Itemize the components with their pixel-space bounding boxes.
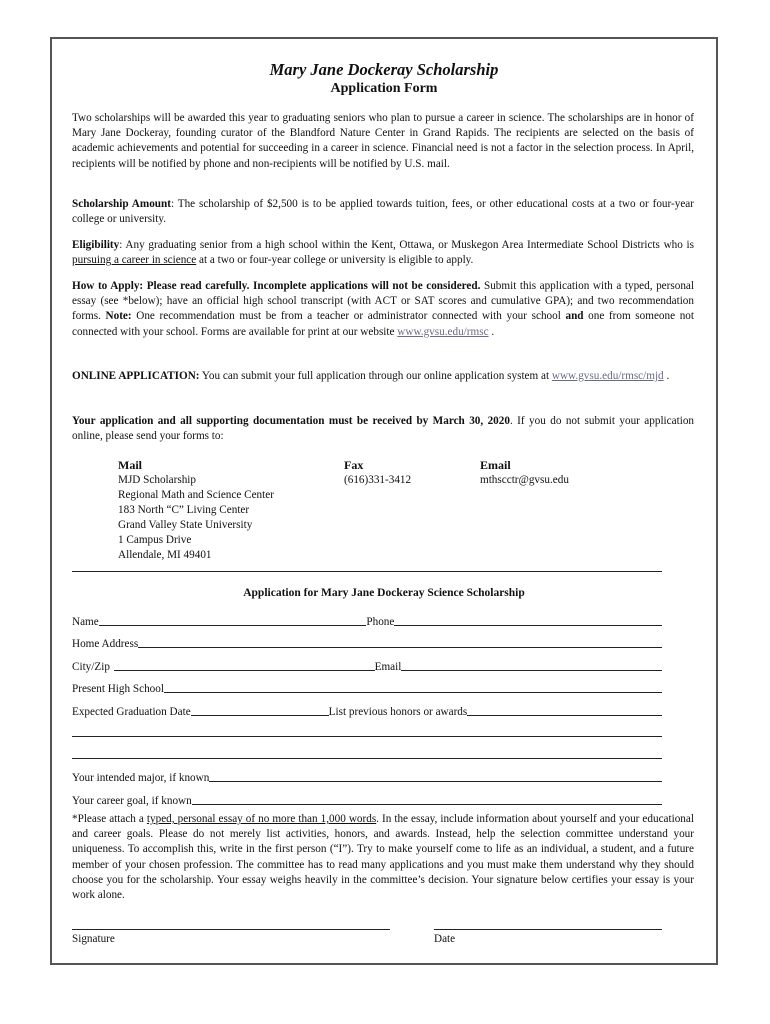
signature-field[interactable] bbox=[72, 929, 390, 930]
amount-text: : The scholarship of $2,500 is to be applied towards tuition, fees, or other educational costs at a two or four-year college or university. bbox=[72, 198, 694, 226]
honors-extra-line[interactable] bbox=[72, 758, 662, 759]
amount-paragraph bbox=[72, 197, 694, 227]
city-zip-label: City/Zip bbox=[72, 661, 110, 673]
mail-line: Regional Math and Science Center bbox=[118, 489, 274, 501]
name-field[interactable] bbox=[99, 613, 367, 626]
eligibility-text: : Any graduating senior from a high school within the Kent, Ottawa, or Muskegon Area Intermediate School Districts who is bbox=[119, 239, 694, 251]
phone-label: Phone bbox=[366, 616, 395, 628]
honors-field[interactable] bbox=[467, 703, 662, 716]
major-label: Your intended major, if known bbox=[72, 772, 210, 784]
essay-underlined: typed, personal essay of no more than 1,000 words bbox=[146, 813, 377, 825]
email-address: mthscctr@gvsu.edu bbox=[480, 474, 569, 486]
name-label: Name bbox=[72, 616, 99, 628]
high-school-field[interactable] bbox=[164, 680, 662, 693]
online-text: You can submit your full application through our online application system at bbox=[199, 370, 552, 382]
form-subtitle: Application Form bbox=[330, 81, 438, 96]
deadline-paragraph bbox=[72, 414, 694, 444]
city-zip-field[interactable] bbox=[114, 658, 375, 671]
signature-label: Signature bbox=[72, 933, 115, 945]
date-field[interactable] bbox=[434, 929, 662, 930]
grad-date-label: Expected Graduation Date bbox=[72, 706, 191, 718]
career-field[interactable] bbox=[192, 792, 662, 805]
online-text-after: . bbox=[663, 370, 670, 382]
website-link[interactable]: www.gvsu.edu/rmsc bbox=[397, 325, 489, 338]
honors-extra-line[interactable] bbox=[72, 736, 662, 737]
name-phone-row bbox=[72, 612, 662, 628]
amount-label: Scholarship Amount bbox=[72, 198, 171, 210]
eligibility-paragraph bbox=[72, 238, 694, 268]
career-label: Your career goal, if known bbox=[72, 795, 192, 807]
form-section-title: Application for Mary Jane Dockeray Science Scholarship bbox=[243, 587, 525, 599]
essay-paragraph bbox=[72, 812, 694, 903]
major-row bbox=[72, 768, 662, 784]
online-paragraph bbox=[72, 369, 694, 384]
eligibility-label: Eligibility bbox=[72, 239, 120, 251]
mail-block bbox=[118, 458, 274, 563]
fax-block bbox=[344, 458, 411, 488]
intro-paragraph: Two scholarships will be awarded this year to graduating seniors who plan to pursue a career in science. The scholarships are in honor of Mary Jane Dockeray, founding curator of the Blandford Nature Center in Grand Rapids. The recipients are selected on the basis of academic achievements and potential for succeeding in a career in science. Financial need is not a factor in the selection process. In April, recipients will be notified by phone and non-recipients will be notified by U.S. mail. bbox=[72, 112, 694, 170]
deadline-bold: Your application and all supporting documentation must be received by March 30, 2020 bbox=[72, 415, 510, 427]
career-row bbox=[72, 791, 662, 807]
note-label: Note: bbox=[105, 310, 132, 323]
application-page bbox=[50, 37, 718, 965]
phone-field[interactable] bbox=[394, 613, 662, 626]
how-to-apply-text1: Submit this application with a typed, personal essay (see *below); have an official high school transcript (with ACT or SAT scores and cumulative GPA); and two recommendation forms. bbox=[72, 280, 694, 323]
honors-label: List previous honors or awards bbox=[328, 706, 468, 718]
email-heading: Email bbox=[480, 458, 511, 472]
home-address-row bbox=[72, 634, 662, 650]
date-label: Date bbox=[434, 933, 456, 945]
high-school-row bbox=[72, 679, 662, 695]
mail-line: 183 North “C” Living Center bbox=[118, 504, 250, 516]
mail-line: 1 Campus Drive bbox=[118, 534, 192, 546]
scholarship-title: Mary Jane Dockeray Scholarship bbox=[269, 60, 499, 79]
mail-line: Grand Valley State University bbox=[118, 519, 253, 531]
fax-number: (616)331-3412 bbox=[344, 474, 412, 486]
how-to-apply-label: How to Apply: Please read carefully. Incomplete applications will not be considered. bbox=[72, 280, 481, 292]
how-to-apply-text2: One recommendation must be from a teacher or administrator connected with your school bbox=[131, 310, 566, 323]
email-label: Email bbox=[374, 661, 402, 673]
high-school-label: Present High School bbox=[72, 683, 164, 695]
eligibility-underlined: pursuing a career in science bbox=[72, 254, 197, 267]
deadline-text: . If you do not submit your application online, please send your forms to: bbox=[72, 415, 695, 443]
grad-date-field[interactable] bbox=[191, 703, 329, 716]
mail-line: MJD Scholarship bbox=[118, 474, 197, 486]
major-field[interactable] bbox=[209, 769, 662, 782]
mail-heading: Mail bbox=[118, 458, 142, 472]
grad-honors-row bbox=[72, 702, 662, 718]
home-address-label: Home Address bbox=[72, 638, 139, 650]
fax-heading: Fax bbox=[344, 458, 364, 472]
and-label: and bbox=[565, 310, 584, 323]
how-to-apply-text4: . bbox=[488, 325, 495, 338]
home-address-field[interactable] bbox=[138, 635, 662, 648]
mail-line: Allendale, MI 49401 bbox=[118, 549, 212, 561]
essay-text1: *Please attach a bbox=[72, 813, 147, 825]
how-to-apply-paragraph bbox=[72, 279, 694, 340]
email-field[interactable] bbox=[401, 658, 662, 671]
how-to-apply-text3: one from someone not connected with your school. Forms are available for print at our website bbox=[72, 310, 694, 338]
section-divider bbox=[72, 571, 662, 572]
city-email-row bbox=[72, 657, 662, 673]
online-link[interactable]: www.gvsu.edu/rmsc/mjd bbox=[551, 370, 664, 382]
essay-text2: . In the essay, include information about yourself and your educational and career goals. Please do not merely list activities, honors, and awards. Instead, help the selection committee understand your uniqueness. To accomplish this, write in the first person (“I”). Try to make yourself come to life as an individual, a student, and a future member of your chosen profession. The committee has to read many applications and you must make them understand why they should choose you for the scholarship. Your essay weighs heavily in the committee’s decision. Your signature below certifies your essay is your work alone. bbox=[72, 813, 694, 902]
eligibility-text-after: at a two or four-year college or university is eligible to apply. bbox=[196, 254, 474, 267]
email-block bbox=[480, 458, 569, 488]
online-label: ONLINE APPLICATION: bbox=[72, 370, 200, 382]
